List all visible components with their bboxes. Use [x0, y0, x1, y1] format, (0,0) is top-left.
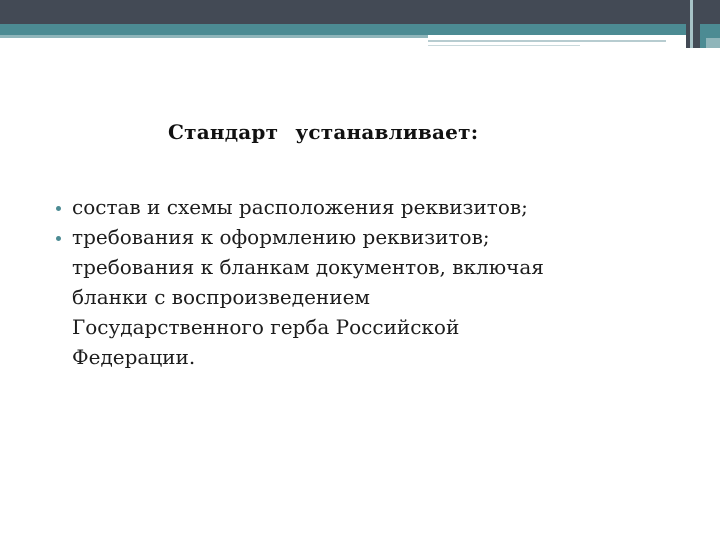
- heading-word-2: устанавливает:: [295, 120, 479, 144]
- bullet-line: Государственного герба Российской: [72, 315, 460, 339]
- bullet-line: Федерации.: [72, 345, 196, 369]
- bullet-line: требования к бланкам документов, включая: [72, 255, 544, 279]
- bullet-dot-icon: [56, 236, 61, 241]
- slide-heading: [168, 120, 478, 144]
- heading-word-1: Стандарт: [168, 120, 279, 144]
- bullet-list: [54, 192, 674, 372]
- bullet-line: состав и схемы расположения реквизитов;: [72, 195, 528, 219]
- bullet-dot-icon: [56, 206, 61, 211]
- bullet-line: требования к оформлению реквизитов;: [72, 225, 490, 249]
- bullet-line: бланки с воспроизведением: [72, 285, 370, 309]
- bullet-item: [54, 192, 674, 222]
- bullet-item: [54, 222, 674, 372]
